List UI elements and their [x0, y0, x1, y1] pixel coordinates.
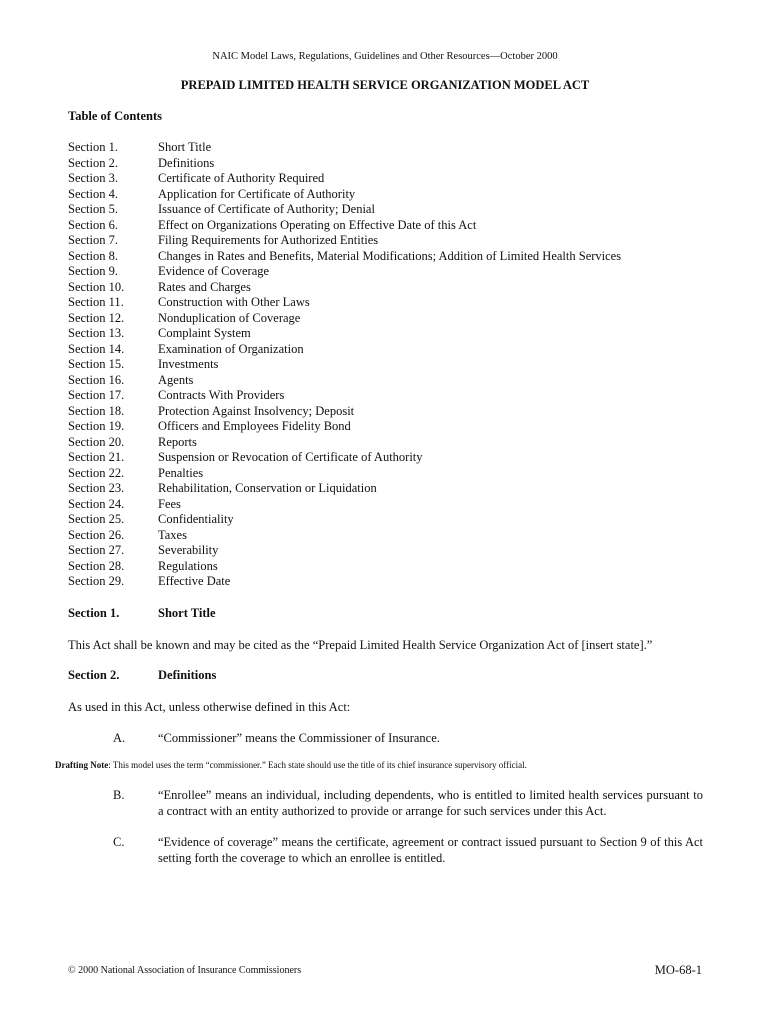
toc-entry	[68, 419, 718, 435]
toc-section-number: Section 8.	[68, 248, 118, 263]
toc-section-number: Section 15.	[68, 357, 125, 371]
toc-section-title: Penalties	[158, 465, 204, 480]
toc-section-number: Section 21.	[68, 450, 125, 464]
toc-section-title: Certificate of Authority Required	[158, 171, 325, 185]
toc-section-number: Section 25.	[68, 512, 125, 526]
section-2-number: Section 2.	[68, 668, 120, 682]
toc-section-title: Complaint System	[158, 326, 251, 340]
definition-letter: C.	[113, 835, 125, 849]
toc-entry	[68, 233, 718, 249]
toc-section-number: Section 24.	[68, 496, 125, 511]
toc-section-number: Section 27.	[68, 543, 125, 557]
toc-entry	[68, 171, 718, 187]
definition-letter: B.	[113, 788, 125, 802]
footer-copyright: © 2000 National Association of Insurance Commissioners	[68, 965, 302, 976]
toc-entry	[68, 202, 718, 218]
toc-section-title: Rehabilitation, Conservation or Liquidation	[158, 481, 377, 495]
toc-entry	[68, 249, 718, 265]
toc-entry	[68, 156, 718, 172]
definition-letter: A.	[113, 731, 126, 745]
toc-section-title: Construction with Other Laws	[158, 295, 310, 309]
toc-entry	[68, 388, 718, 404]
toc-entry	[68, 528, 718, 544]
toc-section-number: Section 22.	[68, 465, 125, 480]
toc-section-title: Effect on Organizations Operating on Effective Date of this Act	[158, 217, 477, 232]
toc-section-number: Section 9.	[68, 264, 118, 278]
toc-section-number: Section 13.	[68, 326, 125, 340]
toc-entry	[68, 140, 718, 156]
section-1-number: Section 1.	[68, 606, 120, 620]
toc-entry	[68, 543, 718, 559]
toc-section-number: Section 4.	[68, 186, 118, 201]
toc-heading: Table of Contents	[68, 109, 162, 123]
toc-entry	[68, 373, 718, 389]
toc-section-title: Officers and Employees Fidelity Bond	[158, 419, 351, 433]
toc-section-number: Section 3.	[68, 171, 118, 185]
toc-section-title: Effective Date	[158, 574, 231, 588]
toc-entry	[68, 574, 718, 590]
toc-entry	[68, 559, 718, 575]
toc-section-number: Section 16.	[68, 372, 125, 387]
toc-entry	[68, 264, 718, 280]
definition-text: “Enrollee” means an individual, including dependents, who is entitled to limited health services pursuant to a contract with an entity authorized to provide or arrange for such services under this Act.	[158, 788, 703, 818]
toc-section-number: Section 26.	[68, 527, 125, 542]
toc-section-number: Section 7.	[68, 233, 118, 247]
section-2-intro: As used in this Act, unless otherwise defined in this Act:	[68, 700, 351, 714]
toc-entry	[68, 218, 718, 234]
toc-section-number: Section 5.	[68, 202, 118, 216]
toc-entry	[68, 187, 718, 203]
toc-section-title: Issuance of Certificate of Authority; Denial	[158, 202, 375, 216]
toc-section-title: Fees	[158, 496, 181, 511]
toc-entry	[68, 326, 718, 342]
section-2-title: Definitions	[158, 668, 217, 682]
definition-item-a	[113, 730, 703, 746]
toc-section-title: Protection Against Insolvency; Deposit	[158, 403, 355, 418]
toc-section-number: Section 17.	[68, 388, 125, 402]
document-title: PREPAID LIMITED HEALTH SERVICE ORGANIZATION MODEL ACT	[180, 78, 590, 92]
toc-section-number: Section 6.	[68, 217, 118, 232]
toc-section-title: Severability	[158, 543, 219, 557]
toc-section-title: Contracts With Providers	[158, 388, 285, 402]
toc-entry	[68, 280, 718, 296]
toc-section-number: Section 29.	[68, 574, 125, 588]
toc-section-number: Section 11.	[68, 295, 124, 309]
toc-section-number: Section 12.	[68, 310, 125, 325]
toc-section-number: Section 10.	[68, 279, 125, 294]
toc-section-number: Section 23.	[68, 481, 125, 495]
toc-entry	[68, 450, 718, 466]
definition-item-b	[113, 787, 703, 819]
toc-section-title: Regulations	[158, 558, 218, 573]
toc-section-title: Suspension or Revocation of Certificate of Authority	[158, 450, 423, 464]
toc-section-number: Section 2.	[68, 155, 118, 170]
toc-section-title: Agents	[158, 372, 194, 387]
definition-text: “Evidence of coverage” means the certificate, agreement or contract issued pursuant to Section 9 of this Act setting forth the coverage to which an enrollee is entitled.	[158, 835, 703, 865]
footer-page-id: MO-68-1	[654, 963, 702, 977]
toc-section-title: Reports	[158, 434, 197, 449]
toc-section-title: Taxes	[158, 527, 187, 542]
toc-section-title: Rates and Charges	[158, 279, 251, 294]
toc-section-title: Examination of Organization	[158, 341, 304, 356]
toc-entry	[68, 481, 718, 497]
toc-entry	[68, 311, 718, 327]
toc-section-title: Confidentiality	[158, 512, 234, 526]
toc-entry	[68, 342, 718, 358]
drafting-note-label: Drafting Note	[55, 760, 109, 770]
toc-section-title: Investments	[158, 357, 219, 371]
toc-section-title: Definitions	[158, 155, 215, 170]
toc-section-number: Section 28.	[68, 558, 125, 573]
table-of-contents	[68, 140, 718, 590]
toc-entry	[68, 512, 718, 528]
toc-section-number: Section 1.	[68, 140, 118, 154]
toc-entry	[68, 357, 718, 373]
toc-section-title: Short Title	[158, 140, 212, 154]
toc-entry	[68, 404, 718, 420]
toc-section-number: Section 18.	[68, 403, 125, 418]
drafting-note-text: : This model uses the term “commissioner.” Each state should use the title of its chief insurance supervisory official.	[108, 760, 527, 770]
toc-section-number: Section 20.	[68, 434, 125, 449]
drafting-note	[55, 760, 705, 770]
section-1-heading	[68, 606, 216, 621]
toc-section-title: Changes in Rates and Benefits, Material Modifications; Addition of Limited Health Services	[158, 248, 622, 263]
toc-section-title: Evidence of Coverage	[158, 264, 270, 278]
toc-entry	[68, 466, 718, 482]
toc-section-title: Filing Requirements for Authorized Entities	[158, 233, 379, 247]
definition-text: “Commissioner” means the Commissioner of Insurance.	[158, 731, 440, 745]
toc-section-title: Application for Certificate of Authority	[158, 186, 356, 201]
toc-entry	[68, 295, 718, 311]
definition-item-c	[113, 834, 703, 866]
toc-section-number: Section 14.	[68, 341, 125, 356]
toc-entry	[68, 435, 718, 451]
section-1-text: This Act shall be known and may be cited as the “Prepaid Limited Health Service Organization Act of [insert state].”	[68, 638, 653, 652]
running-header: NAIC Model Laws, Regulations, Guidelines and Other Resources—October 2000	[212, 51, 558, 62]
toc-section-title: Nonduplication of Coverage	[158, 310, 301, 325]
section-1-title: Short Title	[158, 606, 216, 620]
toc-section-number: Section 19.	[68, 419, 125, 433]
toc-entry	[68, 497, 718, 513]
section-2-heading	[68, 668, 216, 683]
